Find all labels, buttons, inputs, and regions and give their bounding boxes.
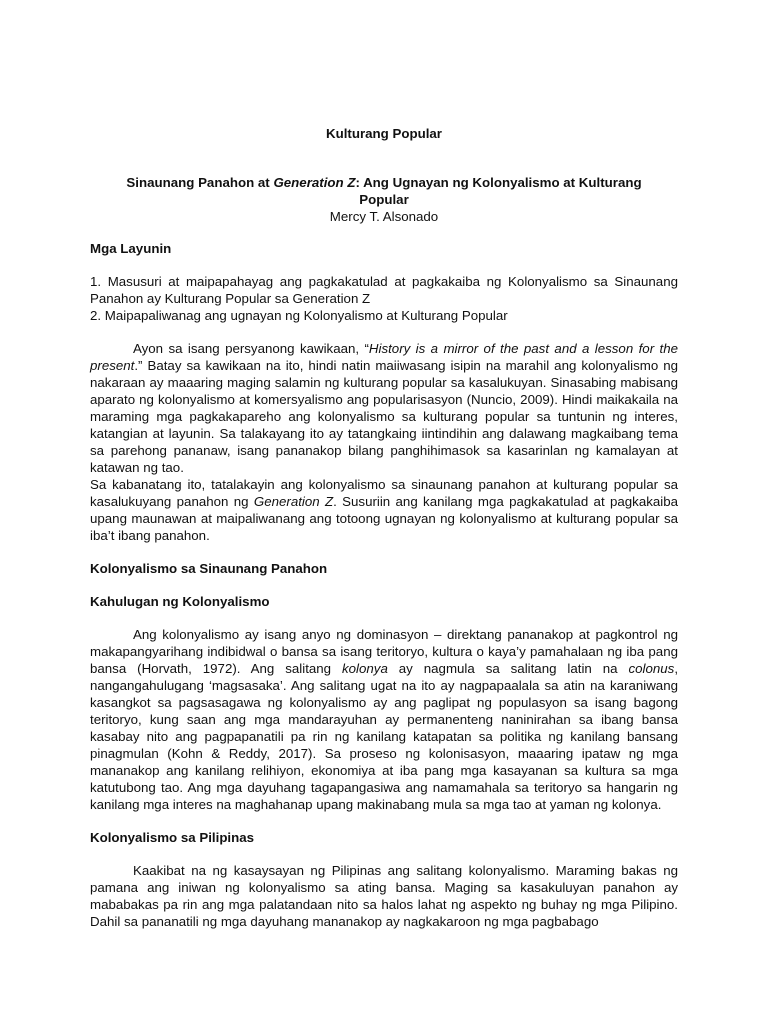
generation-z-emphasis: Generation Z bbox=[253, 494, 334, 509]
heading-pilipinas: Kolonyalismo sa Pilipinas bbox=[90, 830, 255, 845]
subtitle-block bbox=[110, 174, 658, 225]
paragraph-kabanata: Sa kabanatang ito, tatalakayin ang kolonyalismo sa sinaunang panahon at kulturang popular sa kasalukuyang panahon ng Generation Z. Susuriin ang kanilang mga pagkakatulad at pagkakaiba upang maunawan at maipaliwanang ang totoong ugnayan ng kolonyalismo at kulturang popular sa iba’t ibang panahon. bbox=[90, 477, 678, 543]
heading-layunin: Mga Layunin bbox=[90, 241, 172, 256]
author-name: Mercy T. Alsonado bbox=[329, 209, 439, 224]
subtitle-part-a: Sinaunang Panahon at bbox=[126, 175, 274, 190]
quote-emphasis: History is a mirror of the past and a lesson for the present bbox=[90, 341, 678, 373]
document-body bbox=[90, 240, 678, 930]
paragraph-kahulugan: Ang kolonyalismo ay isang anyo ng dominasyon – direktang pananakop at pagkontrol ng makapangyarihang indibidwal o bansa sa isang teritoryo, kultura o kaya’y pamahalaan ng iba pang bansa (Horvath, 1972). Ang salitang kolonya ay nagmula sa salitang latin na colonus, nangangahulugang ‘magsasaka’. Ang salitang ugat na ito ay nagpapaalala sa atin na karaniwang kasangkot sa pagsasagawa ng kolonyalismo ay ang paglipat ng populasyon sa isang bagong teritoryo, kung saan ang mga mandarayuhan ay permanenteng naninirahan sa ibang bansa kasabay nito ang pagpapanatili pa rin ng kanilang katapatan sa politika ng kanilang bansang pinagmulan (Kohn & Reddy, 2017). Sa proseso ng kolonisasyon, maaaring ipataw ng mga mananakop ang kanilang relihiyon, ekonomiya at iba pang mga kasayanan sa kultura sa mga katutubong tao. Ang mga dayuhang tagapangasiwa ang namamahala sa teritoryo sa hangarin ng kanilang mga interes na maghahanap upang makinabang mula sa mga tao at yaman ng kolonya. bbox=[90, 627, 679, 812]
paragraph-intro: Ayon sa isang persyanong kawikaan, “History is a mirror of the past and a lesson for the present.” Batay sa kawikaan na ito, hindi natin maiiwasang isipin na marahil ang kolonyalismo ng nakaraan ay maaaring maging salamin ng kulturang popular sa kasalukuyan. Sinasabing mabisang aparato ng kolonyalismo at komersyalismo ang popularisasyon (Nuncio, 2009). Hindi maikakaila na maraming mga pagkakapareho ang kolonyalismo sa kulturang popular sa tuntunin ng interes, katangian at layunin. Sa talakayang ito ay tatangkaing iintindihin ang dalawang magkaibang tema sa parehong pananaw, isang pananakop bilang panghihimasok sa kasarinlan ng kamalayan at katawan ng tao. bbox=[90, 341, 678, 475]
document-title: Kulturang Popular bbox=[326, 126, 442, 141]
objective-2: 2. Maipapaliwanag ang ugnayan ng Kolonyalismo at Kulturang Popular bbox=[90, 308, 508, 323]
heading-kahulugan: Kahulugan ng Kolonyalismo bbox=[90, 594, 270, 609]
subtitle-part-b: : Ang Ugnayan ng Kolonyalismo at Kulturang Popular bbox=[355, 175, 642, 207]
subtitle-emphasis: Generation Z bbox=[273, 175, 356, 190]
heading-kolonyalismo-sinauna: Kolonyalismo sa Sinaunang Panahon bbox=[90, 561, 328, 576]
objective-1: 1. Masusuri at maipapahayag ang pagkakatulad at pagkakaiba ng Kolonyalismo sa Sinaunang Panahon ay Kulturang Popular sa Generation Z bbox=[90, 274, 678, 306]
document-subtitle bbox=[110, 174, 658, 208]
paragraph-pilipinas: Kaakibat na ng kasaysayan ng Pilipinas ang salitang kolonyalismo. Maraming bakas ng pamana ang iniwan ng kolonyalismo sa ating bansa. Maging sa kasakuluyan panahon ay mababakas pa rin ang mga palatandaan nito sa halos lahat ng aspekto ng buhay ng mga Pilipino. Dahil sa pananatili ng mga dayuhang mananakop ay nagkakaroon ng mga pagbabago bbox=[90, 863, 678, 929]
